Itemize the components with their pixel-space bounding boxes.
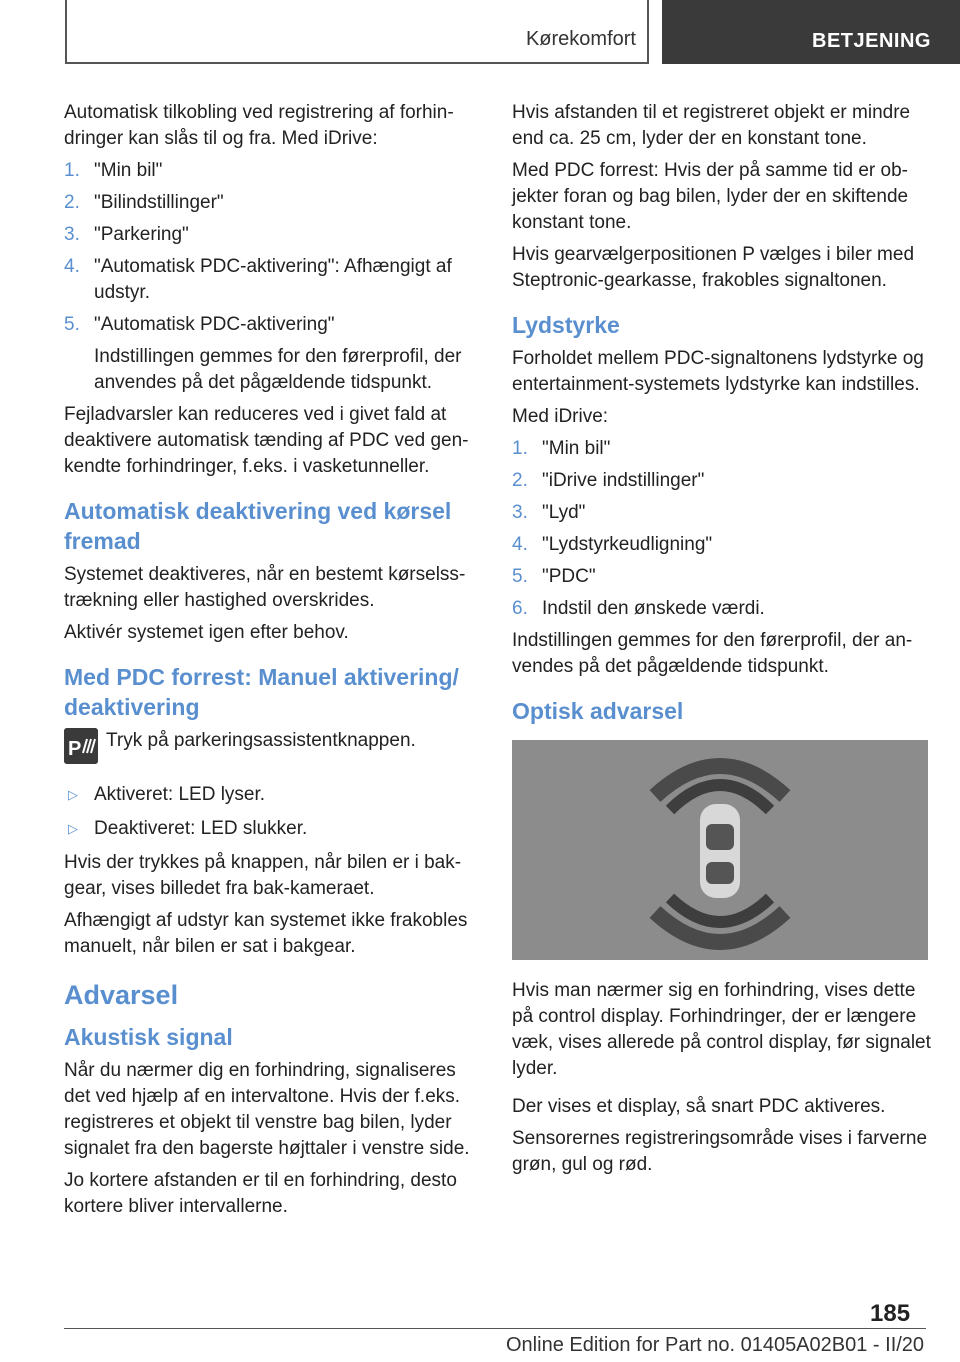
step-text: "Parkering" bbox=[94, 224, 189, 245]
pdc-display-illustration bbox=[512, 740, 928, 960]
step-number: 3. bbox=[64, 224, 80, 245]
step-number: 5. bbox=[512, 566, 528, 587]
volume-steps-list bbox=[512, 436, 932, 622]
front-pdc-paragraph: Med PDC forrest: Hvis der på samme tid er objekter foran og bag bilen, lyder der en skiftende konstant tone. bbox=[512, 160, 909, 233]
step-number: 6. bbox=[512, 598, 528, 619]
steptronic-paragraph: Hvis gearvælgerpositionen P vælges i biler med Steptronic-gearkasse, frakobles signaltonen. bbox=[512, 244, 915, 291]
profile-paragraph: Indstillingen gemmes for den førerprofil, der anvendes på det pågældende tidspunkt. bbox=[512, 630, 913, 677]
heading-auto-deactivation: Automatisk deaktivering ved kørsel fremad bbox=[64, 498, 452, 554]
step-text: "Min bil" bbox=[94, 160, 163, 181]
list-item bbox=[64, 254, 484, 306]
step-number: 4. bbox=[512, 534, 528, 555]
list-item bbox=[512, 500, 932, 526]
list-item bbox=[512, 532, 932, 558]
led-status-list bbox=[64, 782, 484, 842]
step-number: 4. bbox=[64, 256, 80, 277]
optical-paragraph: Hvis man nærmer sig en forhindring, vises dette på control display. Forhindringer, der er længere væk, vises allerede på control display, før signalet lyder. bbox=[512, 980, 931, 1079]
optical-paragraph-3: Sensorernes registreringsområde vises i farverne grøn, gul og rød. bbox=[512, 1128, 928, 1175]
step-text: "Bilindstillinger" bbox=[94, 192, 224, 213]
list-item bbox=[64, 312, 484, 396]
list-item bbox=[512, 468, 932, 494]
list-item bbox=[64, 158, 484, 184]
heading-acoustic-signal: Akustisk signal bbox=[64, 1024, 233, 1050]
step-text: "Min bil" bbox=[542, 438, 611, 459]
step-number: 2. bbox=[512, 470, 528, 491]
right-column bbox=[512, 100, 932, 1184]
parking-button-instruction bbox=[64, 728, 484, 768]
list-item bbox=[64, 222, 484, 248]
step-text: "iDrive indstillinger" bbox=[542, 470, 705, 491]
triangle-bullet-icon: ▷ bbox=[68, 787, 78, 802]
intro-paragraph: Automatisk tilkobling ved registrering af forhindringer kan slås til og fra. Med iDrive: bbox=[64, 102, 454, 149]
bullet-text: Deaktiveret: LED slukker. bbox=[94, 818, 308, 839]
triangle-bullet-icon: ▷ bbox=[68, 821, 78, 836]
header-section-title: Kørekomfort bbox=[525, 28, 636, 50]
header-chapter-label: BETJENING bbox=[812, 30, 931, 52]
page-number: 185 bbox=[870, 1300, 911, 1327]
settings-steps-list bbox=[64, 158, 484, 396]
distance-paragraph: Hvis afstanden til et registreret objekt er mindre end ca. 25 cm, lyder der en konstant tone. bbox=[512, 102, 911, 149]
step-subtext: Indstillingen gemmes for den førerprofil, der anvendes på det pågældende tidspunkt. bbox=[94, 346, 462, 393]
list-item bbox=[512, 436, 932, 462]
volume-paragraph: Forholdet mellem PDC-signaltonens lydstyrke og entertainment-systemets lydstyrke kan indstilles. bbox=[512, 348, 924, 395]
idrive-label: Med iDrive: bbox=[512, 406, 609, 427]
step-text: "PDC" bbox=[542, 566, 596, 587]
parking-button-text: Tryk på parkeringsassistentknappen. bbox=[106, 730, 416, 751]
left-column bbox=[64, 100, 484, 1226]
footer-edition-text: Online Edition for Part no. 01405A02B01 - II/20 bbox=[506, 1334, 925, 1356]
heading-manual-activation: Med PDC forrest: Manuel aktivering/ deaktivering bbox=[64, 664, 459, 720]
step-number: 1. bbox=[512, 438, 528, 459]
list-item bbox=[64, 190, 484, 216]
footer-divider bbox=[64, 1328, 926, 1329]
heading-warning: Advarsel bbox=[64, 980, 179, 1010]
step-text: "Lydstyrkeudligning" bbox=[542, 534, 713, 555]
step-text: "Lyd" bbox=[542, 502, 586, 523]
auto-deact-paragraph-2: Aktivér systemet igen efter behov. bbox=[64, 622, 349, 643]
svg-text:P: P bbox=[68, 738, 82, 760]
heading-optical-warning: Optisk advarsel bbox=[512, 698, 684, 724]
heading-volume: Lydstyrke bbox=[512, 312, 620, 338]
parking-assistant-icon bbox=[64, 728, 98, 764]
step-text: "Automatisk PDC-aktivering" bbox=[94, 314, 335, 335]
fault-warning-paragraph: Fejladvarsler kan reduceres ved i givet fald at deaktivere automatisk tænding af PDC ved genkendte forhindringer, f.eks. i vasketunneller. bbox=[64, 404, 469, 477]
acoustic-paragraph-2: Jo kortere afstanden er til en forhindring, desto kortere bliver intervallerne. bbox=[64, 1170, 457, 1217]
step-number: 1. bbox=[64, 160, 80, 181]
step-number: 2. bbox=[64, 192, 80, 213]
list-item bbox=[512, 596, 932, 622]
list-item bbox=[64, 816, 484, 842]
list-item bbox=[64, 782, 484, 808]
acoustic-paragraph: Når du nærmer dig en forhindring, signaliseres det ved hjælp af en intervaltone. Hvis der f.eks. registreres et objekt til venstre bag bilen, lyder signalet fra den bagerste højttaler i venstre side. bbox=[64, 1060, 470, 1159]
header-chapter-tab bbox=[662, 0, 960, 64]
reverse-gear-paragraph: Hvis der trykkes på knappen, når bilen er i bakgear, vises billedet fra bak-kameraet. bbox=[64, 852, 462, 899]
optical-paragraph-2: Der vises et display, så snart PDC aktiveres. bbox=[512, 1096, 886, 1117]
step-number: 5. bbox=[64, 314, 80, 335]
step-text: Indstil den ønskede værdi. bbox=[542, 598, 765, 619]
bullet-text: Aktiveret: LED lyser. bbox=[94, 784, 266, 805]
list-item bbox=[512, 564, 932, 590]
auto-deact-paragraph: Systemet deaktiveres, når en bestemt kørselsstrækning eller hastighed overskrides. bbox=[64, 564, 466, 611]
step-number: 3. bbox=[512, 502, 528, 523]
step-text: "Automatisk PDC-aktivering": Afhængigt af udstyr. bbox=[94, 256, 452, 303]
equipment-paragraph: Afhængigt af udstyr kan systemet ikke frakobles manuelt, når bilen er sat i bakgear. bbox=[64, 910, 468, 957]
